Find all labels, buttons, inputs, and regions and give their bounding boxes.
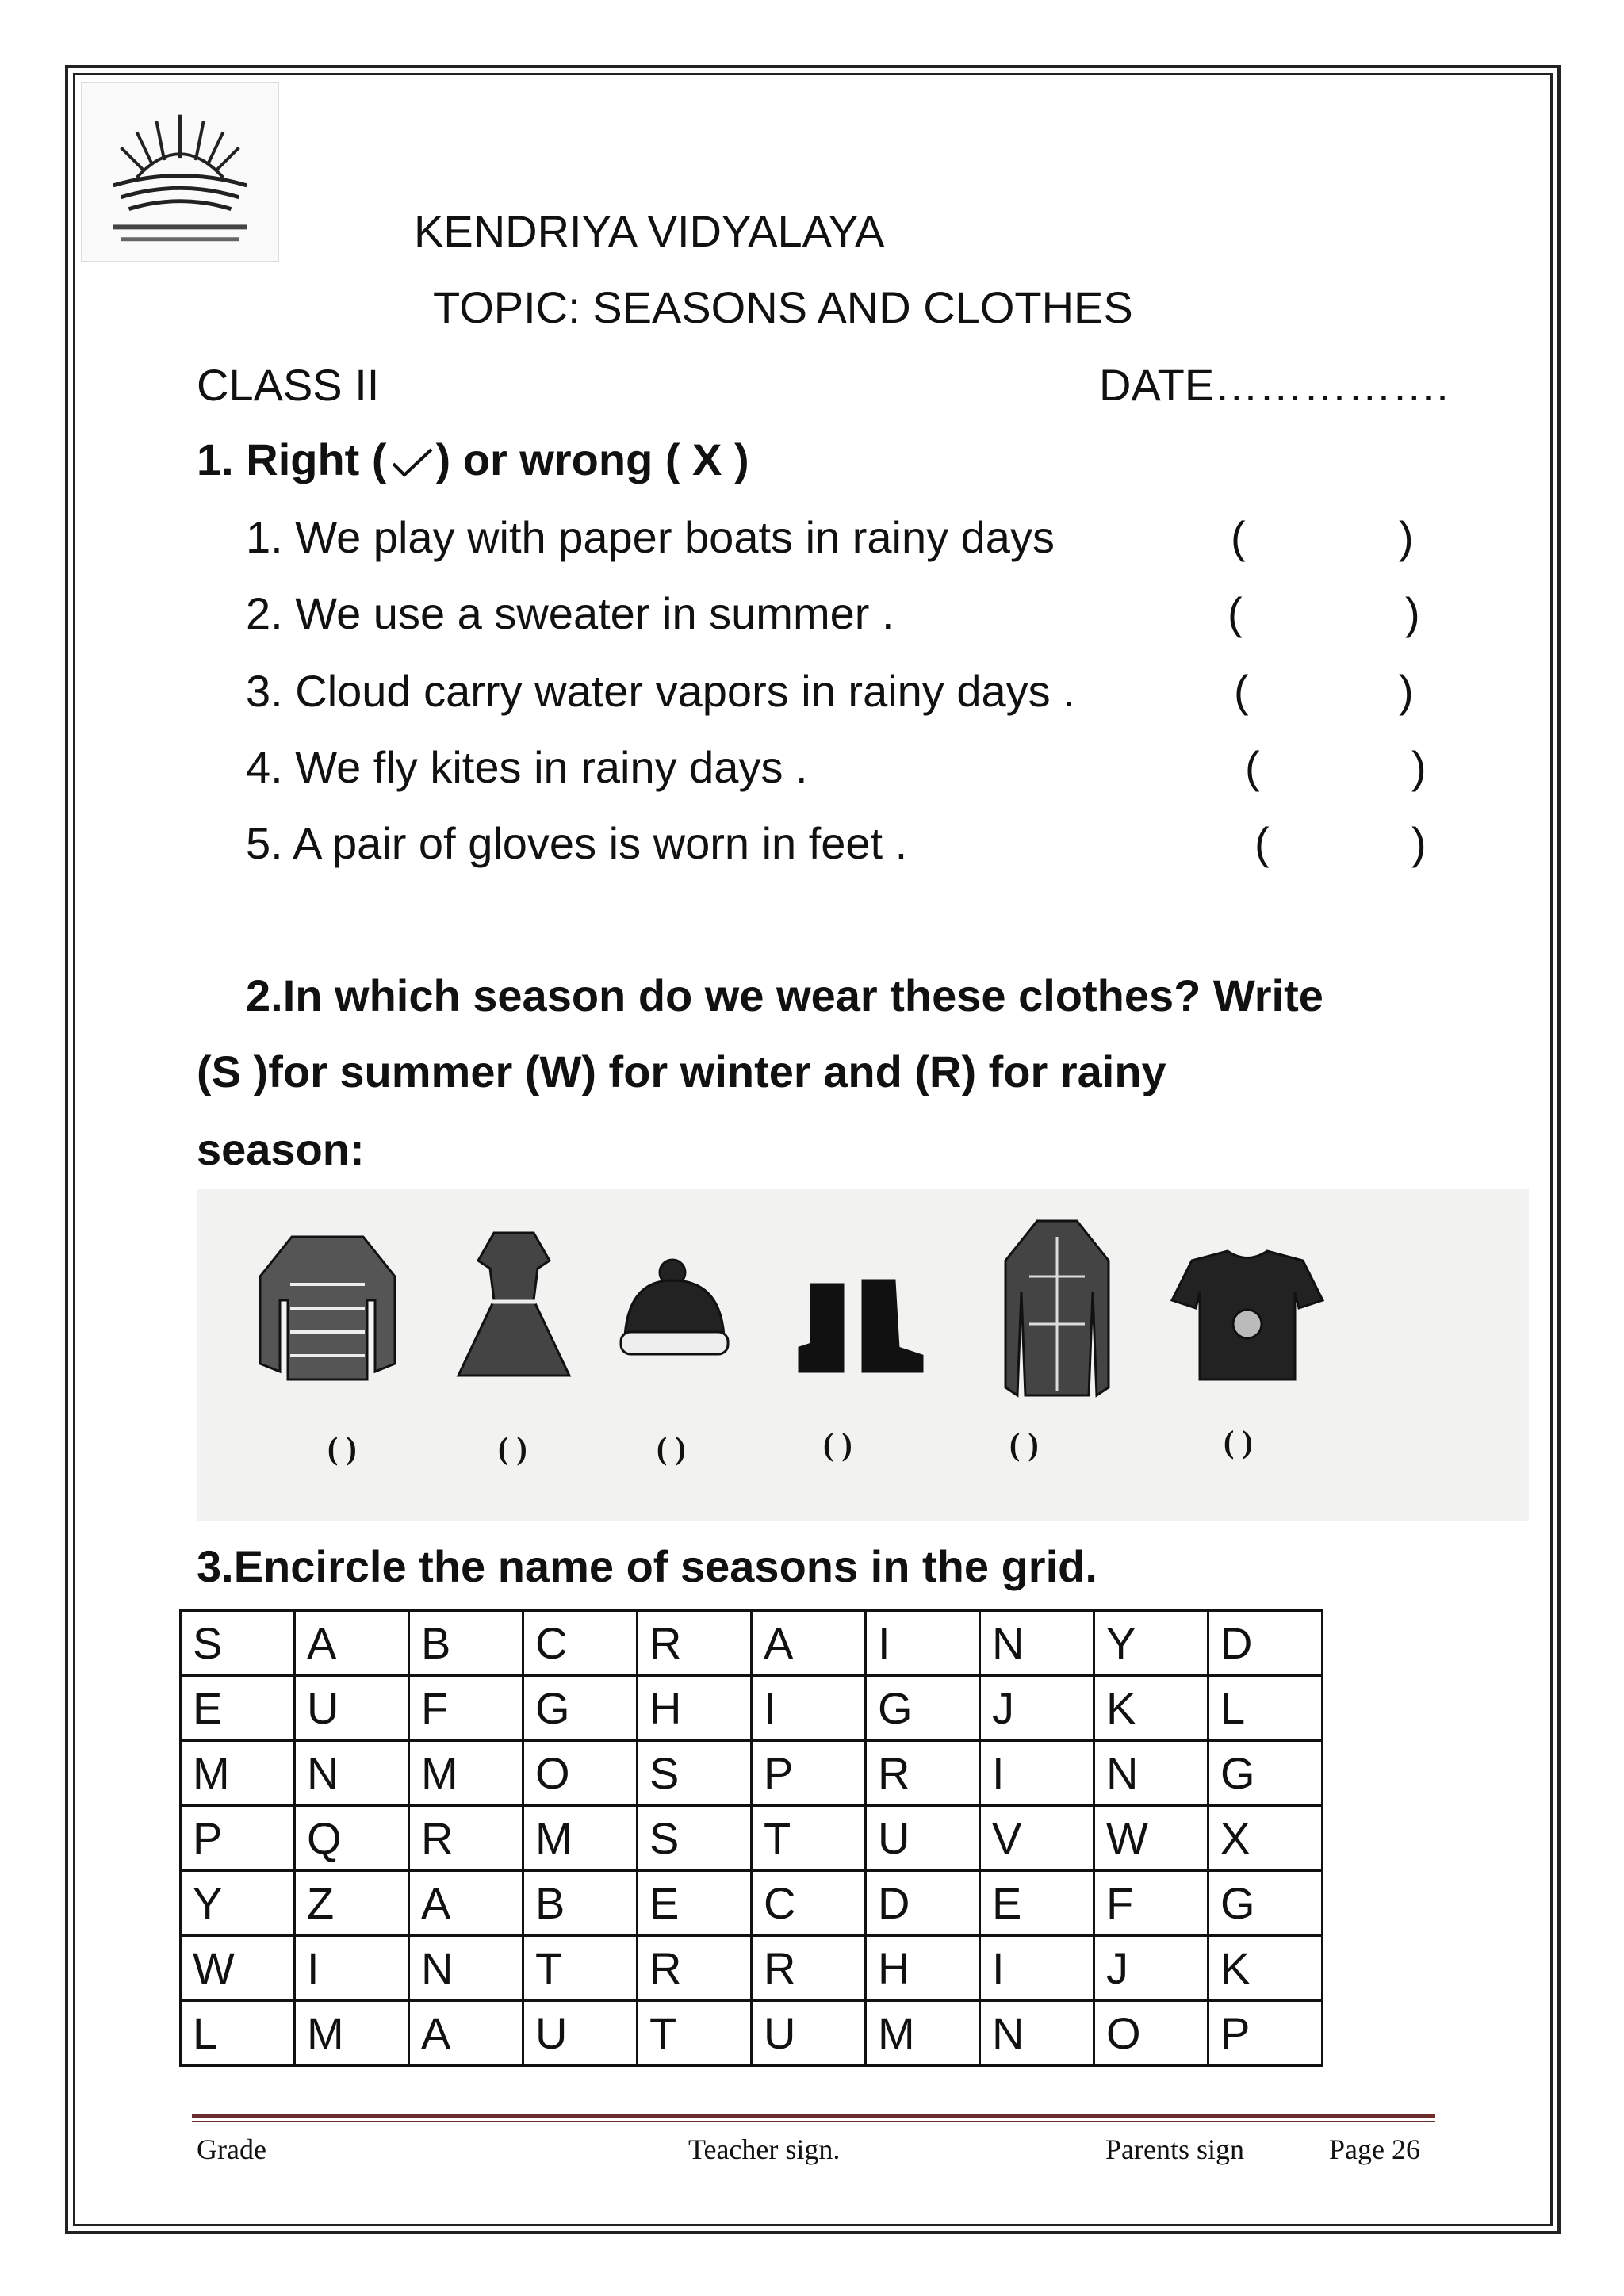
grid-cell[interactable]: T (523, 1936, 638, 2001)
q1-item-4-close: ) (1411, 742, 1427, 792)
grid-cell[interactable]: Y (1094, 1611, 1208, 1676)
grid-cell[interactable]: C (523, 1611, 638, 1676)
q1-title-prefix: 1. Right ( (197, 434, 387, 484)
grid-row (181, 1676, 1323, 1741)
tshirt-icon (1172, 1251, 1323, 1380)
grid-cell[interactable]: G (866, 1676, 980, 1741)
grid-cell[interactable]: W (1094, 1806, 1208, 1871)
class-label: CLASS II (197, 360, 380, 410)
q1-item-5-text: 5. A pair of gloves is worn in feet . (246, 818, 908, 868)
grid-cell[interactable]: N (980, 1611, 1094, 1676)
grid-cell[interactable]: S (181, 1611, 295, 1676)
q1-item-1-text: 1. We play with paper boats in rainy days (246, 512, 1055, 562)
grid-cell[interactable]: N (1094, 1741, 1208, 1806)
answer-blank-6: ( ) (1224, 1424, 1253, 1460)
grid-cell[interactable]: H (866, 1936, 980, 2001)
grid-cell[interactable]: M (409, 1741, 523, 1806)
q1-item-4-open: ( (1245, 742, 1260, 792)
grid-cell[interactable]: O (523, 1741, 638, 1806)
footer-rule (192, 2114, 1435, 2118)
q2-title-line1: 2.In which season do we wear these clothes? Write (246, 970, 1323, 1020)
answer-blank-5: ( ) (1009, 1426, 1039, 1462)
grid-cell[interactable]: R (409, 1806, 523, 1871)
grid-cell[interactable]: I (866, 1611, 980, 1676)
grid-cell[interactable]: P (752, 1741, 866, 1806)
q1-item-1-open: ( (1231, 512, 1246, 562)
grid-cell[interactable]: S (638, 1741, 752, 1806)
grid-row (181, 1611, 1323, 1676)
grid-cell[interactable]: K (1094, 1676, 1208, 1741)
grid-cell[interactable]: D (1208, 1611, 1323, 1676)
grid-cell[interactable]: I (752, 1676, 866, 1741)
grid-cell[interactable]: P (1208, 2001, 1323, 2066)
grid-cell[interactable]: F (409, 1676, 523, 1741)
grid-cell[interactable]: V (980, 1806, 1094, 1871)
q1-title-suffix: ) or wrong ( X ) (435, 434, 749, 484)
grid-cell[interactable]: Q (295, 1806, 409, 1871)
grid-cell[interactable]: I (295, 1936, 409, 2001)
grid-cell[interactable]: U (752, 2001, 866, 2066)
grid-cell[interactable]: I (980, 1741, 1094, 1806)
grid-cell[interactable]: U (866, 1806, 980, 1871)
kv-logo (81, 82, 279, 262)
grid-cell[interactable]: M (295, 2001, 409, 2066)
grid-cell[interactable]: S (638, 1806, 752, 1871)
grid-cell[interactable]: G (1208, 1871, 1323, 1936)
grid-cell[interactable]: F (1094, 1871, 1208, 1936)
grid-cell[interactable]: A (409, 2001, 523, 2066)
grid-cell[interactable]: T (752, 1806, 866, 1871)
grid-cell[interactable]: D (866, 1871, 980, 1936)
grid-cell[interactable]: P (181, 1806, 295, 1871)
clothes-picture-strip (197, 1189, 1529, 1521)
grid-cell[interactable]: C (752, 1871, 866, 1936)
footer-teacher-sign: Teacher sign. (688, 2133, 841, 2165)
grid-cell[interactable]: G (1208, 1741, 1323, 1806)
grid-cell[interactable]: Z (295, 1871, 409, 1936)
answer-blank-1: ( ) (327, 1430, 357, 1466)
footer-parents-sign: Parents sign (1105, 2133, 1244, 2165)
raincoat-icon (1005, 1221, 1109, 1395)
q2-title-line2: (S )for summer (W) for winter and (R) for rainy (197, 1047, 1166, 1096)
grid-cell[interactable]: L (181, 2001, 295, 2066)
grid-cell[interactable]: E (181, 1676, 295, 1741)
answer-blank-2: ( ) (498, 1430, 527, 1466)
grid-cell[interactable]: A (409, 1871, 523, 1936)
grid-cell[interactable]: N (980, 2001, 1094, 2066)
grid-cell[interactable]: M (181, 1741, 295, 1806)
grid-row (181, 1741, 1323, 1806)
q1-item-4-text: 4. We fly kites in rainy days . (246, 742, 808, 792)
grid-cell[interactable]: N (409, 1936, 523, 2001)
grid-cell[interactable]: T (638, 2001, 752, 2066)
grid-row (181, 1871, 1323, 1936)
grid-cell[interactable]: L (1208, 1676, 1323, 1741)
grid-cell[interactable]: E (638, 1871, 752, 1936)
q1-title (197, 434, 749, 484)
grid-cell[interactable]: R (638, 1936, 752, 2001)
q1-item-5-open: ( (1254, 818, 1270, 868)
q1-item-3-text: 3. Cloud carry water vapors in rainy days . (246, 666, 1075, 716)
grid-row (181, 2001, 1323, 2066)
grid-cell[interactable]: A (295, 1611, 409, 1676)
grid-cell[interactable]: X (1208, 1806, 1323, 1871)
q1-item-3-open: ( (1234, 666, 1249, 716)
answer-blank-3: ( ) (657, 1430, 686, 1466)
grid-cell[interactable]: U (295, 1676, 409, 1741)
q1-item-2-close: ) (1405, 588, 1420, 638)
frock-icon (458, 1233, 569, 1376)
grid-cell[interactable]: M (523, 1806, 638, 1871)
q1-item-3-close: ) (1399, 666, 1414, 716)
grid-cell[interactable]: J (980, 1676, 1094, 1741)
grid-cell[interactable]: K (1208, 1936, 1323, 2001)
grid-cell[interactable]: Y (181, 1871, 295, 1936)
grid-row (181, 1806, 1323, 1871)
grid-cell[interactable]: B (409, 1611, 523, 1676)
footer-rule-thin (192, 2121, 1435, 2122)
woolen-cap-icon (621, 1260, 728, 1354)
grid-cell[interactable]: G (523, 1676, 638, 1741)
footer-page-number: Page 26 (1329, 2133, 1420, 2165)
answer-blank-4: ( ) (823, 1426, 852, 1462)
q3-title: 3.Encircle the name of seasons in the grid. (197, 1541, 1097, 1591)
grid-cell[interactable]: J (1094, 1936, 1208, 2001)
footer-grade: Grade (197, 2133, 266, 2165)
grid-row (181, 1936, 1323, 2001)
q1-item-2-text: 2. We use a sweater in summer . (246, 588, 894, 638)
grid-cell[interactable]: R (866, 1741, 980, 1806)
sweater-icon (260, 1237, 395, 1380)
grid-cell[interactable]: A (752, 1611, 866, 1676)
grid-cell[interactable]: H (638, 1676, 752, 1741)
q1-item-2-open: ( (1228, 588, 1243, 638)
grid-cell[interactable]: E (980, 1871, 1094, 1936)
grid-cell[interactable]: N (295, 1741, 409, 1806)
grid-cell[interactable]: B (523, 1871, 638, 1936)
grid-cell[interactable]: M (866, 2001, 980, 2066)
q1-item-1-close: ) (1399, 512, 1414, 562)
school-name: KENDRIYA VIDYALAYA (414, 206, 885, 256)
topic-title: TOPIC: SEASONS AND CLOTHES (433, 282, 1133, 332)
tick-mark-icon (387, 442, 436, 481)
date-field: DATE……………. (1099, 360, 1449, 410)
grid-cell[interactable]: W (181, 1936, 295, 2001)
gumboots-icon (799, 1280, 922, 1372)
grid-cell[interactable]: R (752, 1936, 866, 2001)
grid-cell[interactable]: R (638, 1611, 752, 1676)
grid-cell[interactable]: I (980, 1936, 1094, 2001)
q2-title-line3: season: (197, 1124, 365, 1174)
grid-cell[interactable]: U (523, 2001, 638, 2066)
q1-item-5-close: ) (1411, 818, 1427, 868)
word-search-grid (179, 1609, 1323, 2067)
grid-cell[interactable]: O (1094, 2001, 1208, 2066)
